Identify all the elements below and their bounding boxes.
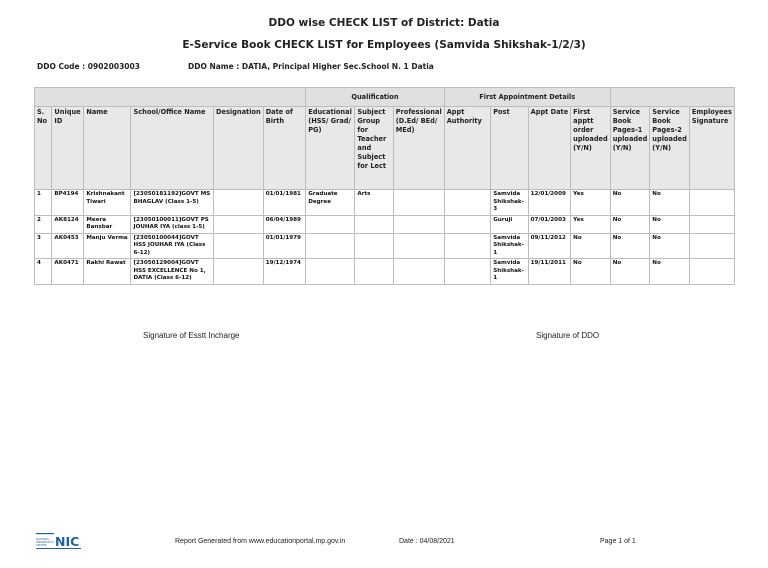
col-header: S. No (35, 107, 52, 190)
cell-unique-id: AK0453 (52, 233, 84, 259)
cell-professional (393, 215, 444, 233)
col-header: Unique ID (52, 107, 84, 190)
cell-dob: 01/01/1981 (263, 190, 306, 216)
cell-sb-pages2: No (650, 233, 690, 259)
col-header: First apptt order uploaded (Y/N) (571, 107, 611, 190)
cell-designation (214, 259, 264, 285)
cell-designation (214, 190, 264, 216)
cell-name: Manju Verma (84, 233, 131, 259)
footer-date: Date : 04/08/2021 (399, 538, 455, 545)
cell-sb-pages2: No (650, 190, 690, 216)
col-header: Employees Signature (689, 107, 734, 190)
col-header: Subject Group for Teacher and Subject for Lect (355, 107, 393, 190)
cell-educational: Graduate Degree (306, 190, 355, 216)
col-header: Designation (214, 107, 264, 190)
cell-dob: 19/12/1974 (263, 259, 306, 285)
cell-post: Samvida Shikshak-1 (491, 233, 528, 259)
cell-signature (689, 233, 734, 259)
cell-sb-pages1: No (610, 215, 650, 233)
col-header: Appt Authority (444, 107, 490, 190)
cell-school: [23050100011]GOVT PS JOUHAR IYA (class 1-5) (131, 215, 214, 233)
cell-sno: 1 (35, 190, 52, 216)
cell-school: [23050100044]GOVT HSS JOUHAR IYA (Class 6-12) (131, 233, 214, 259)
cell-professional (393, 233, 444, 259)
footer-generated: Report Generated from www.educationportal.mp.gov.in (175, 538, 346, 545)
col-header: Educational (HSS/ Grad/ PG) (306, 107, 355, 190)
col-header: Service Book Pages-1 uploaded (Y/N) (610, 107, 650, 190)
nic-logo (36, 532, 81, 550)
cell-appt-date: 07/01/2003 (528, 215, 571, 233)
table-group-header-row (35, 88, 735, 107)
nic-logo-subtext: NATIONAL INFORMATICS CENTRE (36, 538, 54, 547)
cell-educational (306, 215, 355, 233)
cell-appt-authority (444, 215, 490, 233)
cell-appt-date: 09/11/2012 (528, 233, 571, 259)
cell-sb-pages2: No (650, 259, 690, 285)
cell-sb-pages1: No (610, 190, 650, 216)
cell-subject (355, 233, 393, 259)
cell-professional (393, 259, 444, 285)
group-header-blank (35, 88, 306, 107)
cell-signature (689, 215, 734, 233)
cell-signature (689, 190, 734, 216)
cell-first-order: No (571, 233, 611, 259)
cell-sno: 2 (35, 215, 52, 233)
footer-page: Page 1 of 1 (600, 538, 636, 545)
col-header: Service Book Pages-2 uploaded (Y/N) (650, 107, 690, 190)
table-row (35, 259, 735, 285)
cell-school: [23050181192]GOVT MS BHAGLAV (Class 1-5) (131, 190, 214, 216)
checklist-table (34, 87, 735, 285)
ddo-code: DDO Code : 0902003003 (37, 62, 140, 71)
cell-signature (689, 259, 734, 285)
col-header: Date of Birth (263, 107, 306, 190)
cell-appt-authority (444, 259, 490, 285)
cell-sno: 4 (35, 259, 52, 285)
cell-appt-authority (444, 233, 490, 259)
table-header-row (35, 107, 735, 190)
cell-dob: 01/01/1979 (263, 233, 306, 259)
cell-post: Samvida Shikshak-1 (491, 259, 528, 285)
cell-name: Rakhi Rawat (84, 259, 131, 285)
report-subtitle: E-Service Book CHECK LIST for Employees (Samvida Shikshak-1/2/3) (182, 39, 586, 51)
cell-designation (214, 215, 264, 233)
table-row (35, 190, 735, 216)
cell-unique-id: AK0471 (52, 259, 84, 285)
cell-first-order: No (571, 259, 611, 285)
cell-unique-id: BP4194 (52, 190, 84, 216)
group-header-qualification: Qualification (306, 88, 444, 107)
cell-educational (306, 259, 355, 285)
col-header: Appt Date (528, 107, 571, 190)
cell-dob: 06/04/1989 (263, 215, 306, 233)
nic-logo-text: NIC (55, 534, 80, 549)
cell-post: Guruji (491, 215, 528, 233)
ddo-name: DDO Name : DATIA, Principal Higher Sec.School N. 1 Datia (188, 62, 434, 71)
cell-sb-pages2: No (650, 215, 690, 233)
report-title: DDO wise CHECK LIST of District: Datia (268, 17, 500, 29)
cell-professional (393, 190, 444, 216)
signature-esstt-incharge: Signature of Esstt Incharge (143, 331, 240, 340)
col-header: Professional (D.Ed/ BEd/ MEd) (393, 107, 444, 190)
group-header-blank-right (610, 88, 734, 107)
cell-appt-authority (444, 190, 490, 216)
cell-sno: 3 (35, 233, 52, 259)
cell-subject (355, 215, 393, 233)
cell-first-order: Yes (571, 215, 611, 233)
cell-appt-date: 19/11/2011 (528, 259, 571, 285)
cell-name: Krishnakant Tiwari (84, 190, 131, 216)
col-header: School/Office Name (131, 107, 214, 190)
cell-subject: Arts (355, 190, 393, 216)
table-row (35, 233, 735, 259)
cell-sb-pages1: No (610, 233, 650, 259)
cell-appt-date: 12/01/2009 (528, 190, 571, 216)
col-header: Name (84, 107, 131, 190)
col-header: Post (491, 107, 528, 190)
cell-educational (306, 233, 355, 259)
group-header-first-appointment: First Appointment Details (444, 88, 610, 107)
cell-post: Samvida Shikshak-3 (491, 190, 528, 216)
signature-ddo: Signature of DDO (536, 331, 600, 340)
table-row (35, 215, 735, 233)
cell-first-order: Yes (571, 190, 611, 216)
cell-school: [23050129004]GOVT HSS EXCELLENCE No 1, DATIA (Class 6-12) (131, 259, 214, 285)
cell-subject (355, 259, 393, 285)
cell-designation (214, 233, 264, 259)
cell-unique-id: AK8124 (52, 215, 84, 233)
cell-name: Meera Bansbar (84, 215, 131, 233)
cell-sb-pages1: No (610, 259, 650, 285)
